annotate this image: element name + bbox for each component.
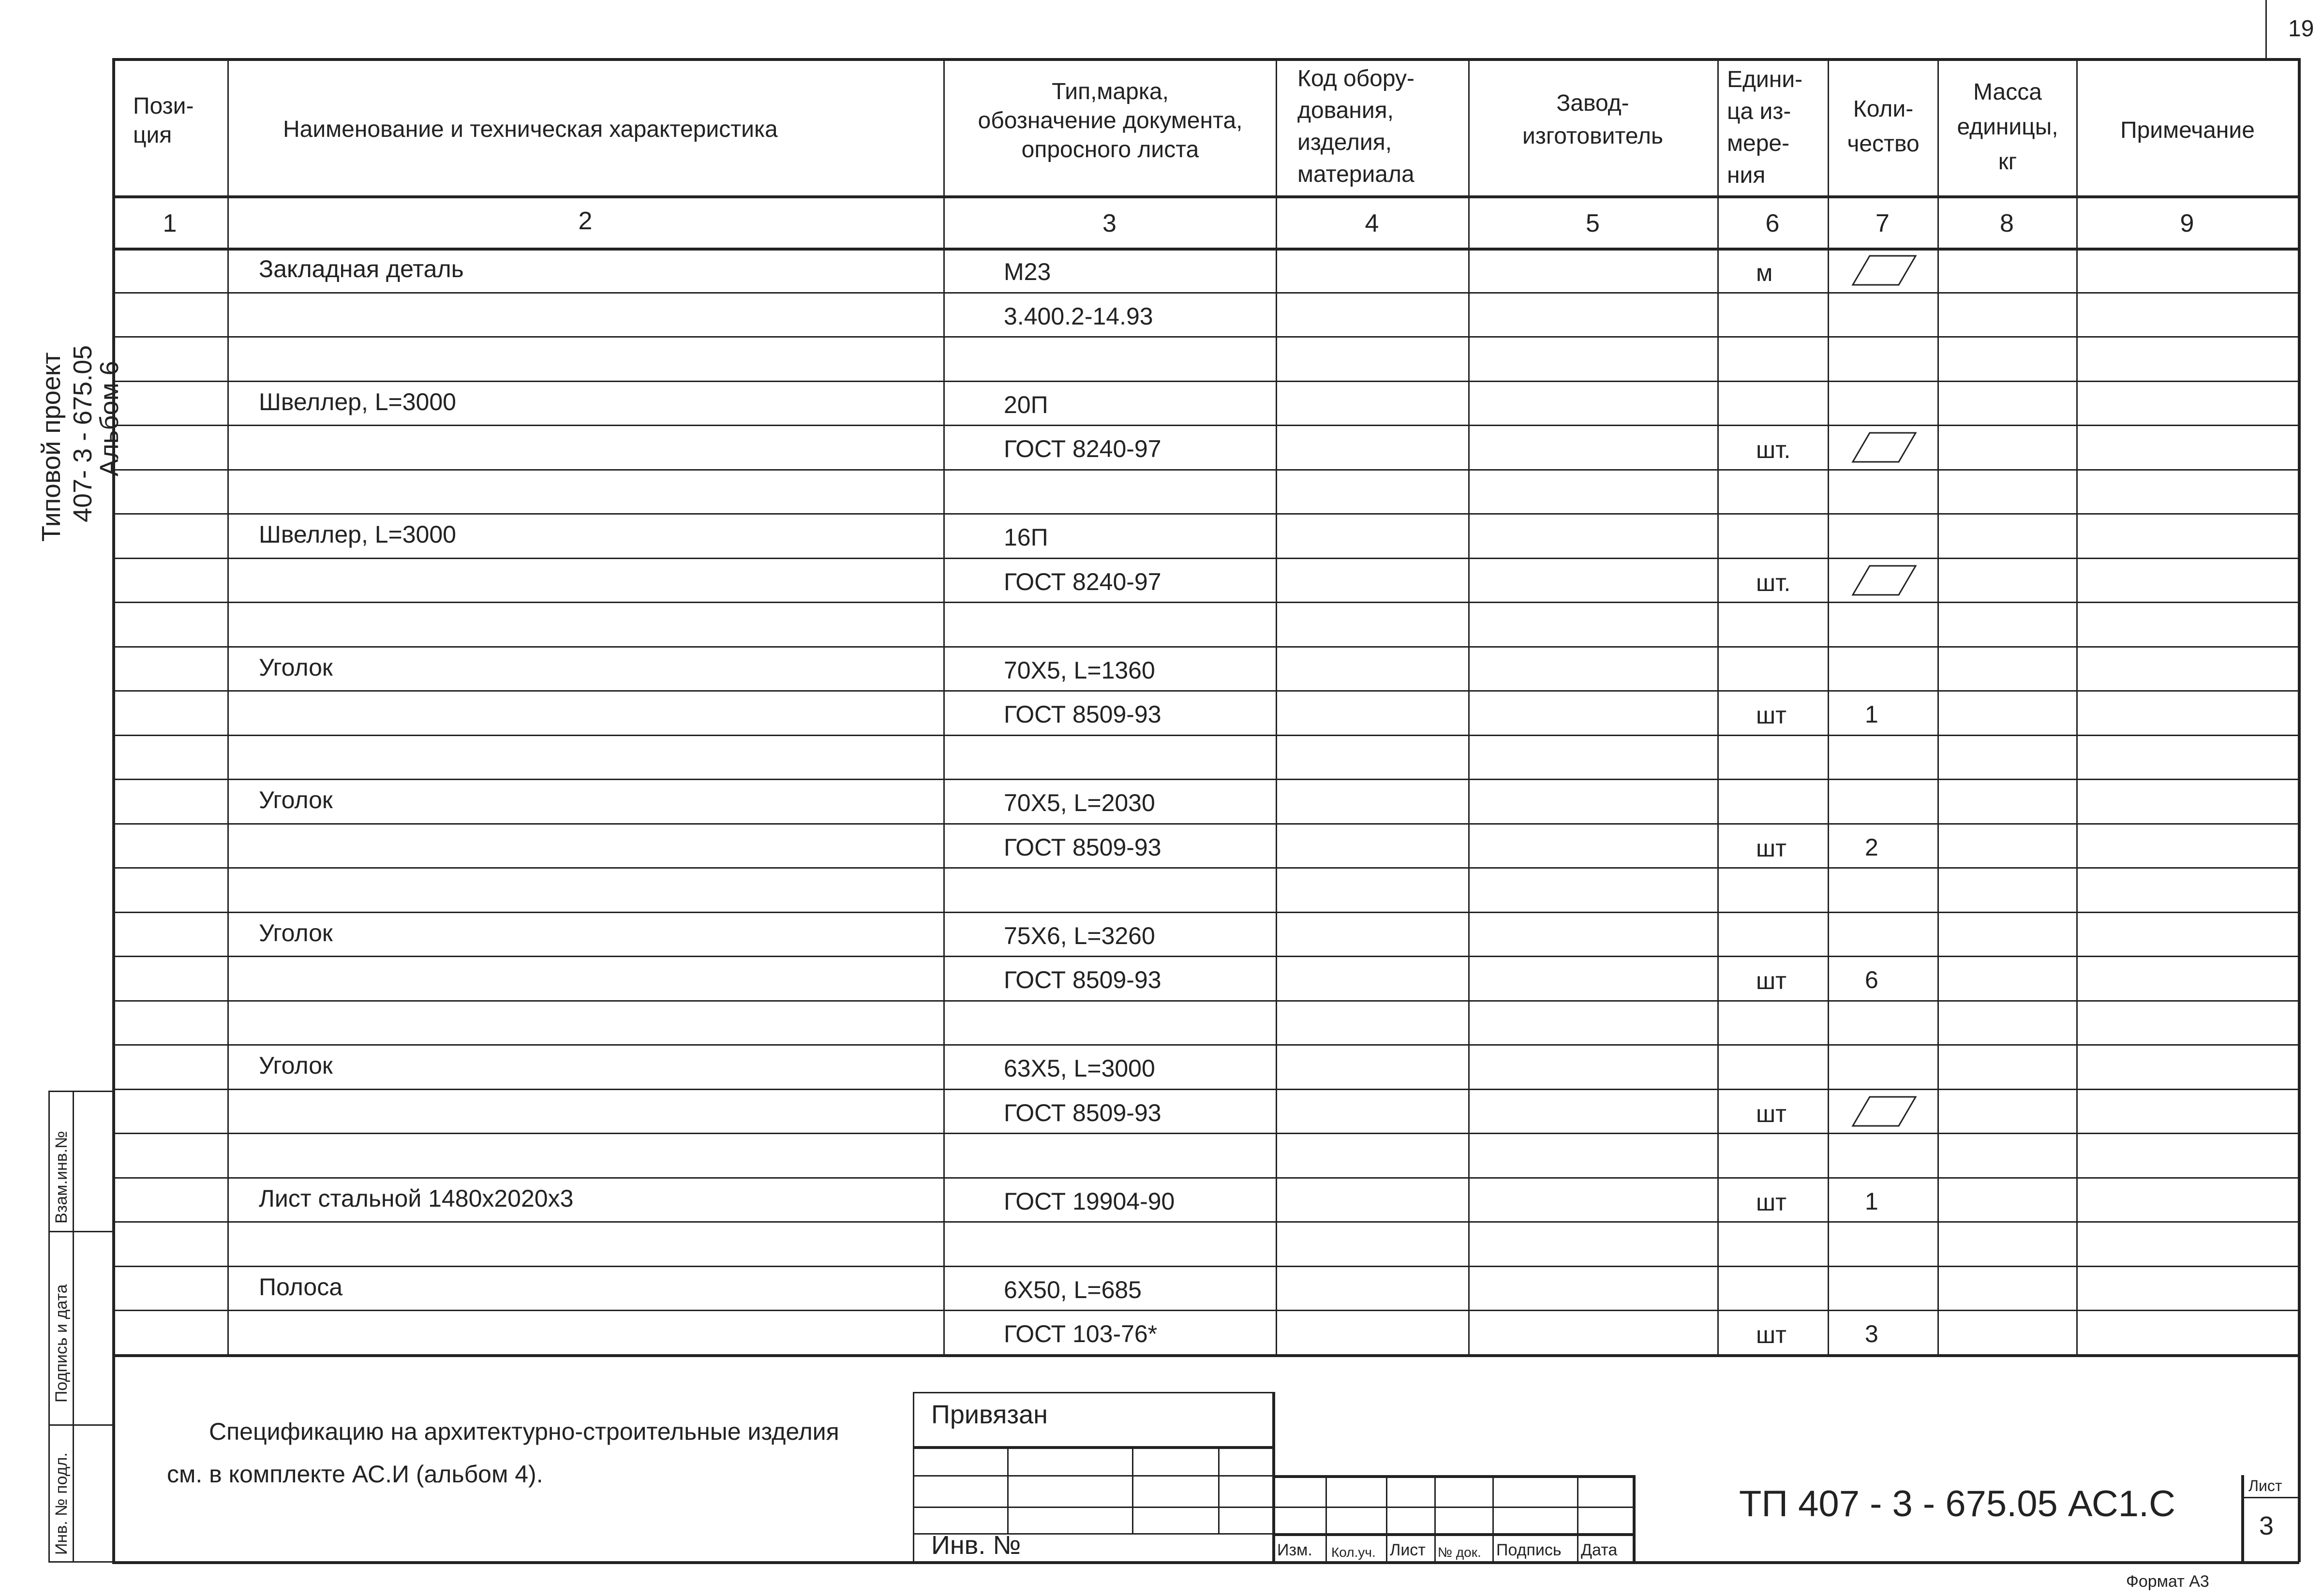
header-col9: Примечание: [2120, 118, 2255, 143]
format-label: Формат А3: [2126, 1572, 2209, 1591]
sheet-value: 3: [2259, 1511, 2274, 1540]
row-unit: шт: [1756, 835, 1787, 862]
row-name: Уголок: [259, 654, 333, 681]
row-divider: [112, 1221, 2299, 1223]
header-col8: Масса единицы, кг: [1957, 79, 2058, 175]
row-type: 75Х6, L=3260: [1004, 922, 1155, 949]
row-divider: [112, 1044, 2299, 1046]
stamp-list: Лист: [1390, 1541, 1426, 1559]
stamp-data: Дата: [1581, 1541, 1618, 1559]
col-num-5: 5: [1586, 209, 1600, 237]
col-num-2: 2: [578, 207, 593, 235]
privyazan-col-1: [1007, 1446, 1009, 1533]
row-name: Уголок: [259, 786, 333, 813]
row-type: 70Х5, L=1360: [1004, 657, 1155, 684]
side-title-line2: 407- 3 - 675.05: [68, 345, 97, 522]
col-num-9: 9: [2180, 209, 2194, 237]
row-name: Полоса: [259, 1273, 342, 1300]
header-bottom-line: [112, 195, 2299, 198]
row-unit: шт: [1756, 702, 1787, 729]
stamp-kol-uch: Кол.уч.: [1331, 1545, 1376, 1560]
col-line-5: [1717, 58, 1719, 1354]
row-type: 70Х5, L=2030: [1004, 789, 1155, 816]
header-col7: Коли- чество: [1847, 96, 1920, 157]
row-divider: [112, 1089, 2299, 1090]
row-divider: [112, 867, 2299, 869]
row-unit: м: [1756, 259, 1773, 286]
privyazan-col-3: [1218, 1446, 1220, 1533]
row-divider: [112, 1310, 2299, 1311]
col-num-7: 7: [1875, 209, 1890, 237]
stamp-vzam-inv: Взам.инв.№: [52, 1131, 71, 1224]
row-type: ГОСТ 19904-90: [1004, 1188, 1175, 1215]
row-type: ГОСТ 8509-93: [1004, 701, 1161, 728]
header-col3: Тип,марка, обозначение документа, опросного листа: [978, 79, 1243, 163]
number-row-bottom: [112, 248, 2299, 251]
col-num-3: 3: [1102, 209, 1116, 237]
row-divider: [112, 558, 2299, 559]
stamp-col-3: [1434, 1475, 1436, 1562]
row-qty: 1: [1865, 701, 1878, 728]
row-type: 6Х50, L=685: [1004, 1276, 1142, 1303]
stamp-divider-2: [48, 1424, 114, 1426]
row-divider: [112, 1266, 2299, 1267]
side-title-line3: Альбом 6: [95, 361, 124, 476]
row-type: 3.400.2-14.93: [1004, 303, 1153, 330]
table-bottom-line: [112, 1354, 2299, 1357]
row-name: Швеллер, L=3000: [259, 388, 456, 415]
stamp-no-dok: № док.: [1438, 1545, 1481, 1560]
row-name: Лист стальной 1480х2020х3: [259, 1185, 574, 1212]
row-divider: [112, 469, 2299, 471]
row-divider: [112, 646, 2299, 648]
row-divider: [112, 956, 2299, 957]
row-divider: [112, 1133, 2299, 1134]
privyazan-top: [913, 1392, 1273, 1393]
stamp-left-border: [48, 1091, 50, 1562]
row-unit: шт: [1756, 1100, 1787, 1127]
sheet-box-divider: [2241, 1497, 2299, 1498]
row-unit: шт.: [1756, 436, 1791, 463]
privyazan-label: Привязан: [931, 1400, 1048, 1429]
row-name: Уголок: [259, 919, 333, 946]
frame-top: [112, 58, 2299, 61]
stamp-top-line: [48, 1091, 114, 1092]
stamp-col-2: [1386, 1475, 1387, 1562]
qty-parallelogram-icon: [1850, 563, 1918, 597]
col-line-7: [1937, 58, 1939, 1354]
row-divider: [112, 735, 2299, 736]
frame-right: [2298, 58, 2301, 1562]
stamp-mid-border: [73, 1091, 74, 1562]
stamp-divider-1: [48, 1231, 114, 1232]
note-line1: Спецификацию на архитектурно-строительные изделия: [209, 1418, 839, 1445]
col-num-4: 4: [1365, 209, 1379, 237]
qty-parallelogram-icon: [1850, 253, 1918, 287]
col-num-8: 8: [2000, 209, 2014, 237]
row-type: 16П: [1004, 524, 1048, 551]
stamp-podpis: Подпись: [1496, 1541, 1562, 1559]
doc-code: ТП 407 - 3 - 675.05 АС1.С: [1739, 1483, 2176, 1524]
row-type: ГОСТ 8240-97: [1004, 568, 1161, 595]
header-col1: Пози- ция: [133, 93, 194, 148]
row-unit: шт: [1756, 967, 1787, 994]
row-type: ГОСТ 8509-93: [1004, 966, 1161, 993]
header-col5: Завод- изготовитель: [1522, 90, 1663, 149]
row-name: Закладная деталь: [259, 255, 464, 282]
frame-left: [112, 58, 115, 1562]
stamp-col-6: [1633, 1475, 1636, 1562]
header-col4: Код обору- дования, изделия, материала: [1297, 66, 1414, 187]
col-line-8: [2076, 58, 2078, 1354]
row-type: 63Х5, L=3000: [1004, 1055, 1155, 1082]
col-line-4: [1468, 58, 1470, 1354]
row-divider: [112, 513, 2299, 515]
row-type: ГОСТ 8509-93: [1004, 1099, 1161, 1126]
sheet-box-left: [2241, 1475, 2244, 1562]
header-col6: Едини- ца из- мере- ния: [1727, 67, 1803, 188]
col-line-6: [1828, 58, 1829, 1354]
privyazan-col-2: [1132, 1446, 1133, 1533]
row-unit: шт: [1756, 1189, 1787, 1216]
row-qty: 2: [1865, 834, 1878, 861]
sheet-corner-line: [2265, 0, 2267, 58]
row-type: ГОСТ 8240-97: [1004, 435, 1161, 462]
row-name: Швеллер, L=3000: [259, 521, 456, 548]
qty-parallelogram-icon: [1850, 1094, 1918, 1128]
row-divider: [112, 292, 2299, 294]
stamp-podpis-data: Подпись и дата: [52, 1284, 71, 1403]
row-divider: [112, 425, 2299, 426]
sheet-label: Лист: [2248, 1477, 2282, 1494]
privyazan-left: [913, 1392, 914, 1561]
stamp-col-4: [1492, 1475, 1494, 1562]
inv-no-label: Инв. №: [931, 1531, 1021, 1560]
row-type: М23: [1004, 258, 1051, 285]
row-divider: [112, 912, 2299, 913]
row-divider: [112, 1177, 2299, 1179]
row-divider: [112, 336, 2299, 338]
stamp-bottom-line: [48, 1561, 114, 1563]
row-type: ГОСТ 103-76*: [1004, 1320, 1158, 1347]
row-qty: 6: [1865, 966, 1878, 993]
row-divider: [112, 381, 2299, 382]
row-qty: 3: [1865, 1320, 1878, 1347]
stamp-col-1: [1325, 1475, 1327, 1562]
row-divider: [112, 779, 2299, 780]
row-divider: [112, 1000, 2299, 1002]
row-divider: [112, 602, 2299, 603]
row-type: ГОСТ 8509-93: [1004, 834, 1161, 861]
col-num-6: 6: [1765, 209, 1780, 237]
row-qty: 1: [1865, 1188, 1878, 1215]
stamp-col-5: [1577, 1475, 1578, 1562]
stamp-izm: Изм.: [1277, 1541, 1312, 1559]
qty-parallelogram-icon: [1850, 430, 1918, 464]
row-divider: [112, 690, 2299, 692]
frame-bottom: [112, 1561, 2299, 1564]
row-unit: шт: [1756, 1321, 1787, 1348]
note-line2: см. в комплекте АС.И (альбом 4).: [167, 1461, 543, 1488]
row-name: Уголок: [259, 1052, 333, 1079]
row-unit: шт.: [1756, 569, 1791, 596]
sheet-number-top: 19: [2288, 16, 2314, 42]
row-type: 20П: [1004, 391, 1048, 418]
row-divider: [112, 823, 2299, 825]
col-line-3: [1276, 58, 1277, 1354]
col-line-2: [943, 58, 945, 1354]
col-num-1: 1: [163, 209, 177, 237]
col-line-1: [227, 58, 229, 1354]
side-title-line1: Типовой проект: [37, 352, 66, 542]
stamp-inv-podl: Инв. № подл.: [52, 1452, 71, 1555]
header-col2: Наименование и техническая характеристика: [283, 117, 778, 142]
